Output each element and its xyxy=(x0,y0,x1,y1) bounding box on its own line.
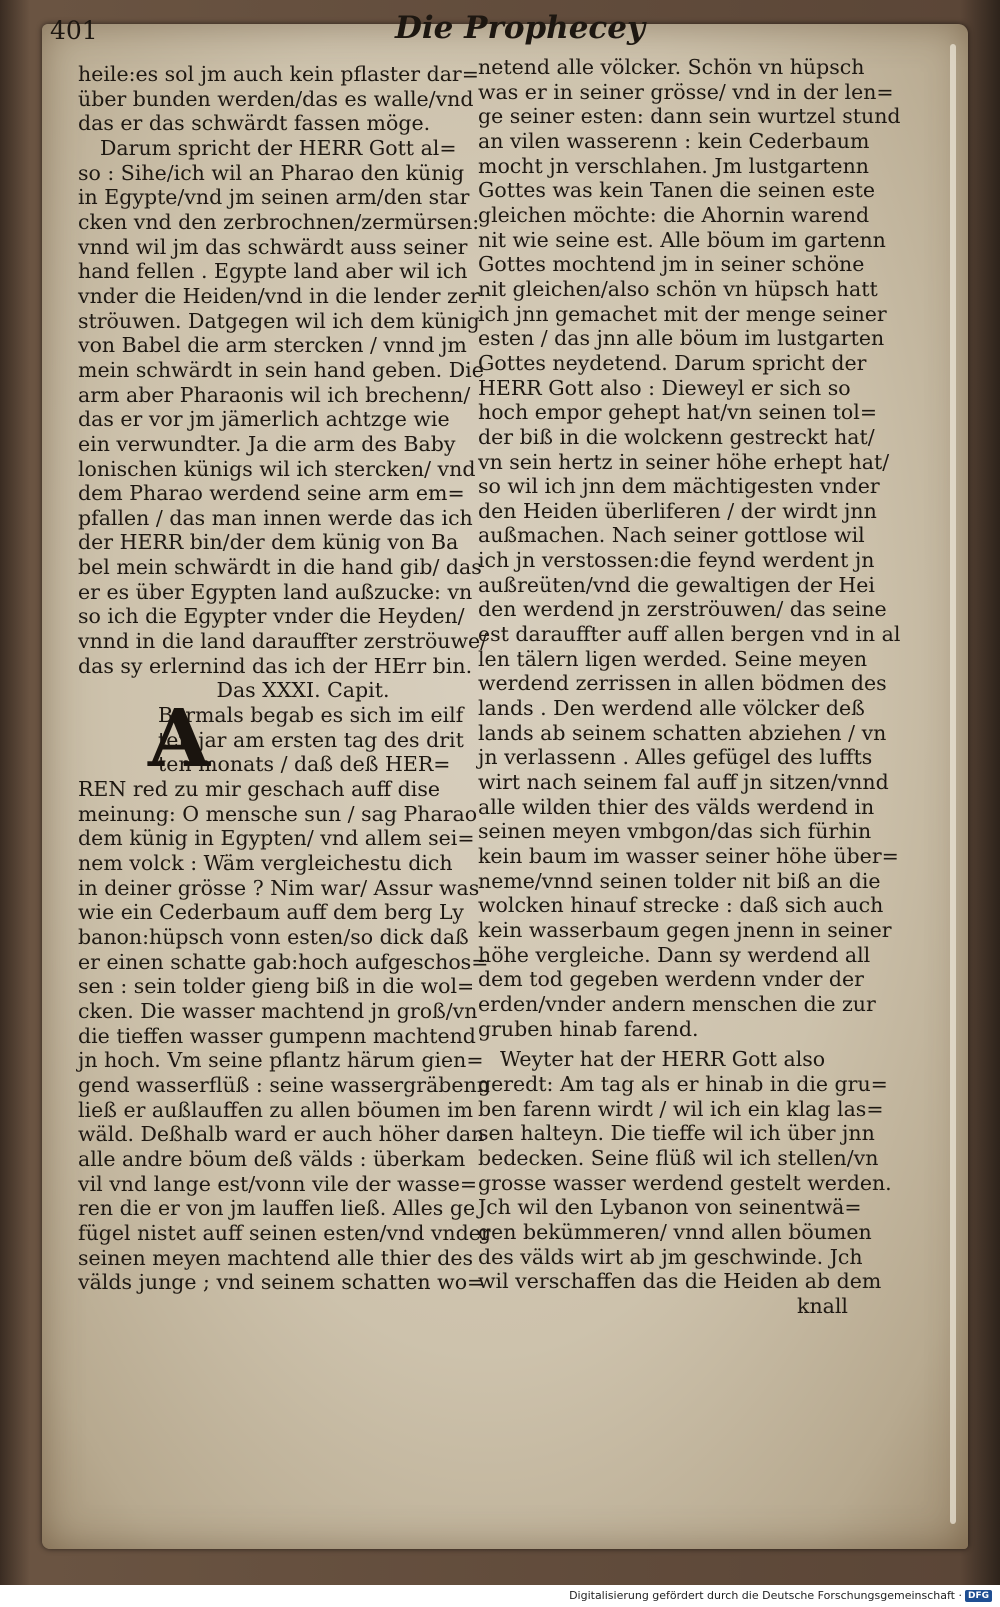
text-line: kein baum im wasser seiner höhe über= xyxy=(478,844,899,868)
right-column xyxy=(478,55,908,1318)
text-line: in Egypte/vnd jm seinen arm/den star xyxy=(78,185,470,210)
text-line: grosse wasser werdend gestelt werden. xyxy=(478,1170,892,1195)
text-line: außreüten/vnd die gewaltigen der Hei xyxy=(478,572,875,597)
text-line: vnnd wil jm das schwärdt auss seiner xyxy=(78,234,468,259)
text-line: in deiner grösse ? Nim war/ Assur was xyxy=(78,875,480,900)
text-line: ten jar am ersten tag des drit xyxy=(158,727,464,752)
text-line: das er vor jm jämerlich achtzge wie xyxy=(78,407,450,432)
text-line: seinen meyen machtend alle thier des xyxy=(78,1245,474,1270)
left-text-block-b xyxy=(78,691,491,1295)
text-line: vnder die Heiden/vnd in die lender zer xyxy=(78,283,480,308)
text-line: so ich die Egypter vnder die Heyden/ xyxy=(78,604,465,629)
text-line: ge seiner esten: dann sein wurtzel stund xyxy=(478,104,901,129)
chapter-heading: Das XXXI. Capit. xyxy=(216,678,390,703)
text-line: alle andre böum deß välds : überkam xyxy=(78,1146,466,1171)
text-line: jn hoch. Vm seine pflantz härum gien= xyxy=(78,1048,484,1073)
text-line: REN red zu mir geschach auff dise xyxy=(78,777,440,802)
text-line: ich jnn gemachet mit der menge seiner xyxy=(478,301,887,326)
text-line: er es über Egypten land außzucke: vn xyxy=(78,579,473,604)
text-line: wie ein Cederbaum auff dem berg Ly xyxy=(78,900,464,925)
text-line: des välds wirt ab jm geschwinde. Jch xyxy=(478,1244,863,1269)
text-line: neme/vnnd seinen tolder nit biß an die xyxy=(478,868,881,893)
text-line: hand fellen . Egypte land aber wil ich xyxy=(78,259,468,284)
text-line: so : Sihe/ich wil an Pharao den künig xyxy=(78,160,465,185)
text-line: fügel nistet auff seinen esten/vnd vnder xyxy=(78,1220,491,1245)
text-line: Gottes was kein Tanen die seinen este xyxy=(478,178,875,203)
text-line: ben farenn wirdt / wil ich ein klag las= xyxy=(478,1096,884,1121)
text-line: alle wilden thier des välds werdend in xyxy=(478,794,875,819)
text-line: cken vnd den zerbrochnen/zermürsen: xyxy=(78,209,480,234)
text-line: ströuwen. Datgegen wil ich dem künig xyxy=(78,308,480,333)
text-line: nit wie seine est. Alle böum im gartenn xyxy=(478,227,886,252)
text-line: werdend zerrissen in allen bödmen des xyxy=(478,671,887,696)
text-line: arm aber Pharaonis wil ich brechenn/ xyxy=(78,382,471,407)
text-line: wirt nach seinem fal auff jn sitzen/vnnd xyxy=(478,770,889,795)
text-line: seinen meyen vmbgon/das sich fürhin xyxy=(478,819,872,844)
text-line: höhe vergleiche. Dann sy werdend all xyxy=(478,942,871,967)
text-line: lands . Den werdend alle völcker deß xyxy=(478,696,865,721)
text-line: die tieffen wasser gumpenn machtend xyxy=(78,1023,476,1048)
text-line: Weyter hat der HERR Gott also xyxy=(500,1047,826,1072)
text-line: heile:es sol jm auch kein pflaster dar= xyxy=(78,62,479,86)
text-line: ließ er außlauffen zu allen böumen im xyxy=(78,1097,474,1122)
text-line: was er in seiner grösse/ vnd in der len= xyxy=(478,79,894,104)
text-line: cken. Die wasser machtend jn groß/vn xyxy=(78,998,478,1023)
text-line: nit gleichen/also schön vn hüpsch hatt xyxy=(478,276,878,301)
left-text-block-a xyxy=(78,62,488,678)
dfg-logo-icon: DFG xyxy=(965,1590,992,1602)
text-line: ich jn verstossen:die feynd werdent jn xyxy=(478,548,875,573)
text-line: pfallen / das man innen werde das ich xyxy=(78,505,473,530)
text-line: wäld. Deßhalb ward er auch höher dan xyxy=(78,1122,485,1147)
text-line: HERR Gott also : Dieweyl er sich so xyxy=(478,375,851,400)
text-line: geredt: Am tag als er hinab in die gru= xyxy=(478,1071,888,1096)
text-line: bel mein schwärdt in die hand gib/ das xyxy=(78,555,482,580)
text-line: der biß in die wolckenn gestreckt hat/ xyxy=(478,424,875,449)
catchword: knall xyxy=(797,1293,848,1318)
text-line: est darauffter auff allen bergen vnd in al xyxy=(478,622,901,647)
text-line: kein wasserbaum gegen jnenn in seiner xyxy=(478,917,892,942)
right-text-block-b xyxy=(478,1047,908,1318)
text-line: netend alle völcker. Schön vn hüpsch xyxy=(478,55,865,79)
right-text-block-a xyxy=(478,55,908,1041)
text-line: das er das schwärdt fassen möge. xyxy=(78,111,431,136)
text-line: außmachen. Nach seiner gottlose wil xyxy=(478,523,865,548)
text-line: der HERR bin/der dem künig von Ba xyxy=(78,530,459,555)
text-line: vnnd in die land darauffter zerströuwe/ xyxy=(78,629,488,654)
text-line: nem volck : Wäm vergleichestu dich xyxy=(78,851,453,875)
text-line: hoch empor gehept hat/vn seinen tol= xyxy=(478,400,878,425)
text-line: Gottes mochtend jm in seiner schöne xyxy=(478,252,865,277)
text-line: vil vnd lange est/vonn vile der wasse= xyxy=(78,1171,478,1196)
text-line: gen bekümmeren/ vnnd allen böumen xyxy=(478,1219,872,1244)
text-line: esten / das jnn alle böum im lustgarten xyxy=(478,326,885,351)
running-header: Die Prophecey xyxy=(395,10,646,46)
text-line: ein verwundter. Ja die arm des Baby xyxy=(78,431,456,456)
text-line: sen : sein tolder gieng biß in die wol= xyxy=(78,974,475,999)
text-line: wolcken hinauf strecke : daß sich auch xyxy=(478,893,884,918)
text-line: gend wasserflüß : seine wassergräbenn xyxy=(78,1072,490,1097)
text-line: von Babel die arm stercken / vnnd jm xyxy=(78,333,467,358)
left-column xyxy=(78,62,491,1295)
text-line: välds junge ; vnd seinem schatten wo= xyxy=(78,1270,485,1295)
text-line: wil verschaffen das die Heiden ab dem xyxy=(478,1269,882,1294)
text-line: ren die er von jm lauffen ließ. Alles ge xyxy=(78,1196,476,1221)
text-line: den werdend jn zerströuwen/ das seine xyxy=(478,597,887,622)
text-line: ten monats / daß deß HER= xyxy=(158,752,451,777)
text-line: bedecken. Seine flüß wil ich stellen/vn xyxy=(478,1145,879,1170)
text-line: gruben hinab farend. xyxy=(478,1016,699,1041)
text-line: über bunden werden/das es walle/vnd xyxy=(78,86,474,111)
page-number: 401 xyxy=(50,16,98,45)
text-line: Jch wil den Lybanon von seinentwä= xyxy=(478,1195,862,1220)
text-line: vn sein hertz in seiner höhe erhept hat/ xyxy=(478,449,890,474)
text-line: mein schwärdt in sein hand geben. Die xyxy=(78,357,484,382)
text-line: lands ab seinem schatten abziehen / vn xyxy=(478,720,887,745)
text-line: Darum spricht der HERR Gott al= xyxy=(100,135,457,160)
text-line: meinung: O mensche sun / sag Pharao xyxy=(78,801,478,826)
dropcap-initial: A xyxy=(148,691,211,786)
text-line: das sy erlernind das ich der HErr bin. xyxy=(78,653,473,678)
text-line: mocht jn verschlahen. Jm lustgartenn xyxy=(478,153,869,178)
text-line: den Heiden überliferen / der wirdt jnn xyxy=(478,498,877,523)
text-line: banon:hüpsch vonn esten/so dick daß xyxy=(78,924,469,949)
text-line: dem Pharao werdend seine arm em= xyxy=(78,481,465,506)
text-line: lonischen künigs wil ich stercken/ vnd xyxy=(78,456,476,481)
text-line: len tälern ligen werded. Seine meyen xyxy=(478,646,868,671)
text-line: sen halteyn. Die tieffe wil ich über jnn xyxy=(478,1121,875,1146)
text-line: an vilen wasserenn : kein Cederbaum xyxy=(478,128,870,153)
text-line: jn verlassenn . Alles gefügel des luffts xyxy=(478,745,873,770)
digitization-credit xyxy=(569,1589,992,1602)
text-line: gleichen möchte: die Ahornin warend xyxy=(478,202,870,227)
page-edge xyxy=(950,44,956,1524)
text-line: dem tod gegeben werdenn vnder der xyxy=(478,967,864,992)
text-line: Bermals begab es sich im eilf xyxy=(158,703,464,728)
text-line: erden/vnder andern menschen die zur xyxy=(478,991,876,1016)
text-line: er einen schatte gab:hoch aufgeschos= xyxy=(78,949,489,974)
text-line: so wil ich jnn dem mächtigesten vnder xyxy=(478,474,880,499)
credit-text: Digitalisierung gefördert durch die Deutsche Forschungsgemeinschaft · xyxy=(569,1589,962,1602)
text-line: Gottes neydetend. Darum spricht der xyxy=(478,350,867,375)
text-line: dem künig in Egypten/ vnd allem sei= xyxy=(78,826,475,851)
